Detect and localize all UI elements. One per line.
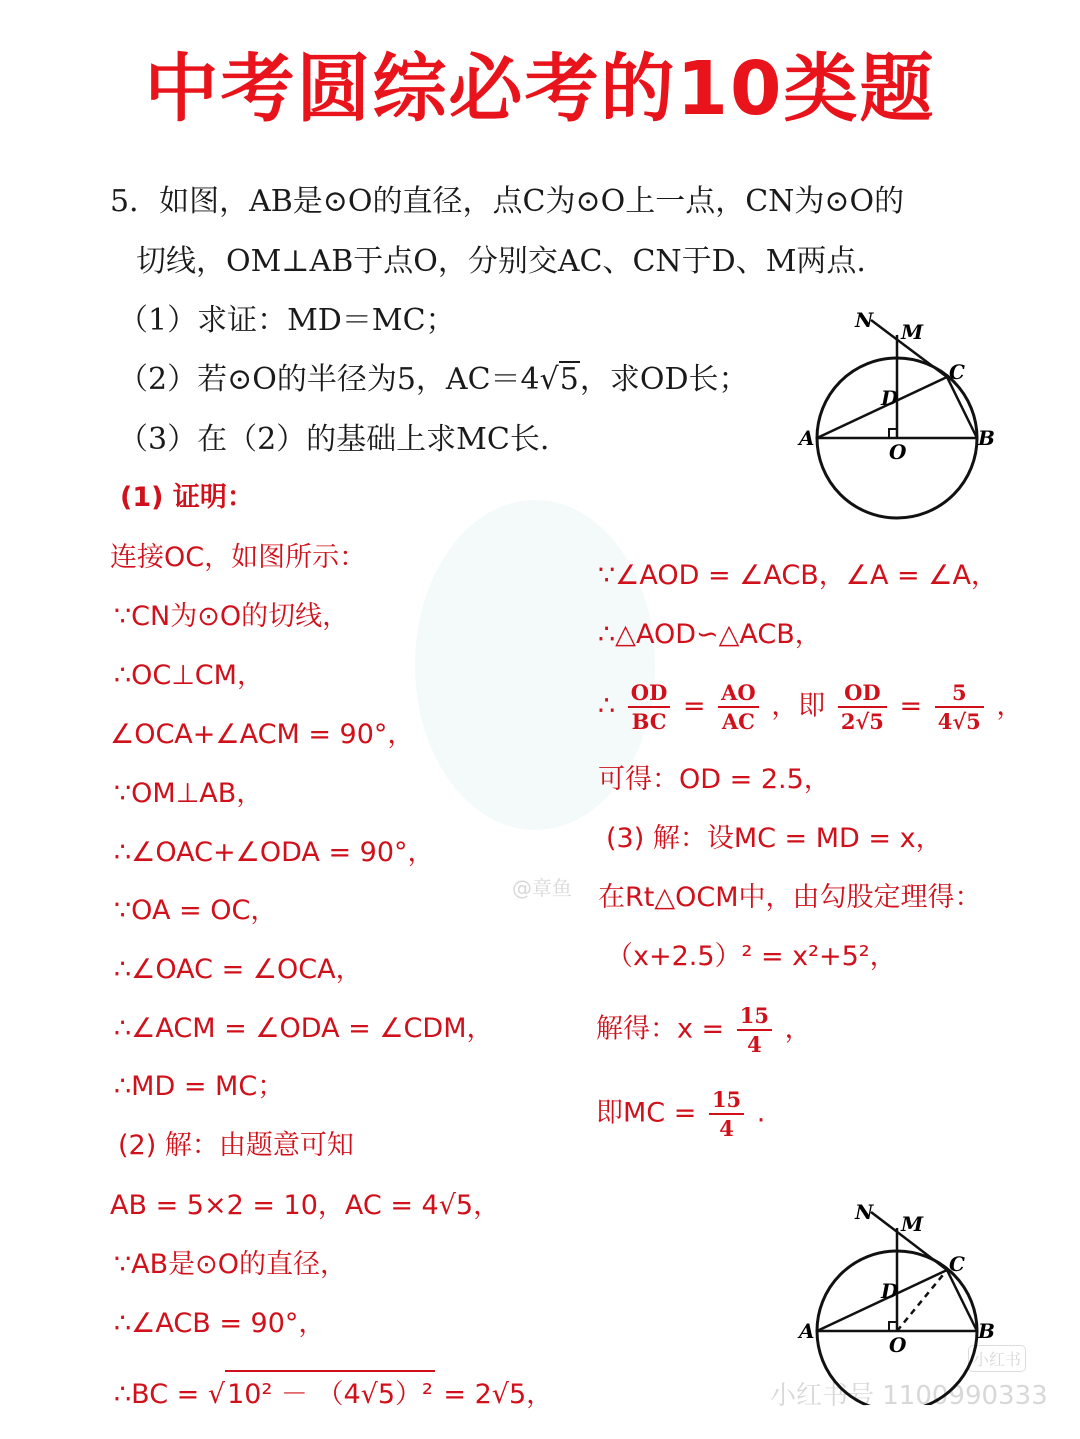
label-o-2: O <box>889 1333 907 1357</box>
label-d: D <box>881 386 899 410</box>
solution-right-5: (3) 解：设MC = MD = x， <box>606 823 943 854</box>
site-watermark: 小红书号 1100990333 <box>770 1381 1048 1411</box>
label-n: N <box>855 308 874 332</box>
solution-line-6: ∵OM⊥AB， <box>114 778 264 809</box>
label-c: C <box>949 360 965 384</box>
label-b-2: B <box>978 1319 995 1343</box>
logo-watermark: 小红书 <box>968 1345 1026 1372</box>
label-c-2: C <box>949 1252 965 1276</box>
label-d-2: D <box>881 1279 899 1303</box>
solution-line-1: (1) 证明： <box>120 482 254 513</box>
solution-right-4: 可得：OD = 2.5， <box>598 764 831 795</box>
solution-line-13: AB = 5×2 = 10，AC = 4√5， <box>110 1190 501 1221</box>
label-b: B <box>978 426 995 450</box>
solution-line-9: ∴∠OAC = ∠OCA， <box>114 954 363 985</box>
handle-watermark: @章鱼 <box>512 876 572 900</box>
label-m: M <box>901 320 924 344</box>
solution-right-7: （x+2.5）² = x²+5²， <box>606 941 897 972</box>
solution-line-15: ∴∠ACB = 90°， <box>114 1308 326 1339</box>
problem-line-1: 5．如图，AB是⊙O的直径，点C为⊙O上一点，CN为⊙O的 <box>110 184 905 219</box>
solution-line-10: ∴∠ACM = ∠ODA = ∠CDM， <box>114 1013 494 1044</box>
label-a: A <box>799 426 815 450</box>
solution-line-3: ∵CN为⊙O的切线， <box>114 601 350 632</box>
question-2: （2）若⊙O的半径为5，AC＝4√5，求OD长； <box>118 362 749 397</box>
fraction-od-bc: $\frac{OD}{BC}$ <box>628 680 671 734</box>
fraction-15-4: $\frac{15}{4}$ <box>737 1003 772 1057</box>
solution-line-12: (2) 解：由题意可知 <box>118 1130 354 1161</box>
problem-line-2: 切线，OM⊥AB于点O，分别交AC、CN于D、M两点. <box>136 244 866 279</box>
solution-right-6: 在Rt△OCM中，由勾股定理得： <box>598 882 982 913</box>
label-o: O <box>889 440 907 464</box>
solution-line-4: ∴OC⊥CM， <box>114 660 264 691</box>
solution-right-1: ∵∠AOD = ∠ACB，∠A = ∠A， <box>598 560 998 591</box>
solution-line-7: ∴∠OAC+∠ODA = 90°， <box>114 837 435 868</box>
solution-line-5: ∠OCA+∠ACM = 90°， <box>110 719 415 750</box>
label-m-2: M <box>901 1212 924 1236</box>
question-1: （1）求证：MD＝MC； <box>118 303 456 338</box>
fraction-ao-ac: $\frac{AO}{AC}$ <box>718 680 759 734</box>
solution-line-14: ∵AB是⊙O的直径， <box>114 1249 348 1280</box>
label-a-2: A <box>799 1319 815 1343</box>
question-3: （3）在（2）的基础上求MC长. <box>118 422 550 457</box>
fraction-od-2root5: $\frac{OD}{2√5}$ <box>838 680 887 734</box>
solution-right-2: ∴△AOD∽△ACB， <box>598 619 822 650</box>
page-title: 中考圆综必考的10类题 <box>144 46 936 132</box>
mc-result-line: 即MC = $\frac{15}{4}$ . <box>596 1087 766 1141</box>
solution-line-11: ∴MD = MC； <box>114 1071 285 1102</box>
solve-x-line: 解得：x = $\frac{15}{4}$ ， <box>596 1003 812 1057</box>
circle-figure-top <box>795 305 1005 535</box>
solution-line-2: 连接OC，如图所示： <box>110 542 367 573</box>
circle-figure-bottom <box>795 1195 1005 1405</box>
fraction-5-4root5: $\frac{5}{4√5}$ <box>935 680 984 734</box>
bc-calculation: ∴BC = √10² － （4√5）² = 2√5， <box>114 1370 553 1411</box>
solution-line-8: ∵OA = OC， <box>114 895 278 926</box>
fraction-15-4-result: $\frac{15}{4}$ <box>709 1087 744 1141</box>
label-n-2: N <box>855 1200 874 1224</box>
proportion-line: ∴ $\frac{OD}{BC}$ = $\frac{AO}{AC}$ ，即 $\frac{OD}{2√5}$ = $\frac{5}{4√5}$ ， <box>598 680 1024 734</box>
